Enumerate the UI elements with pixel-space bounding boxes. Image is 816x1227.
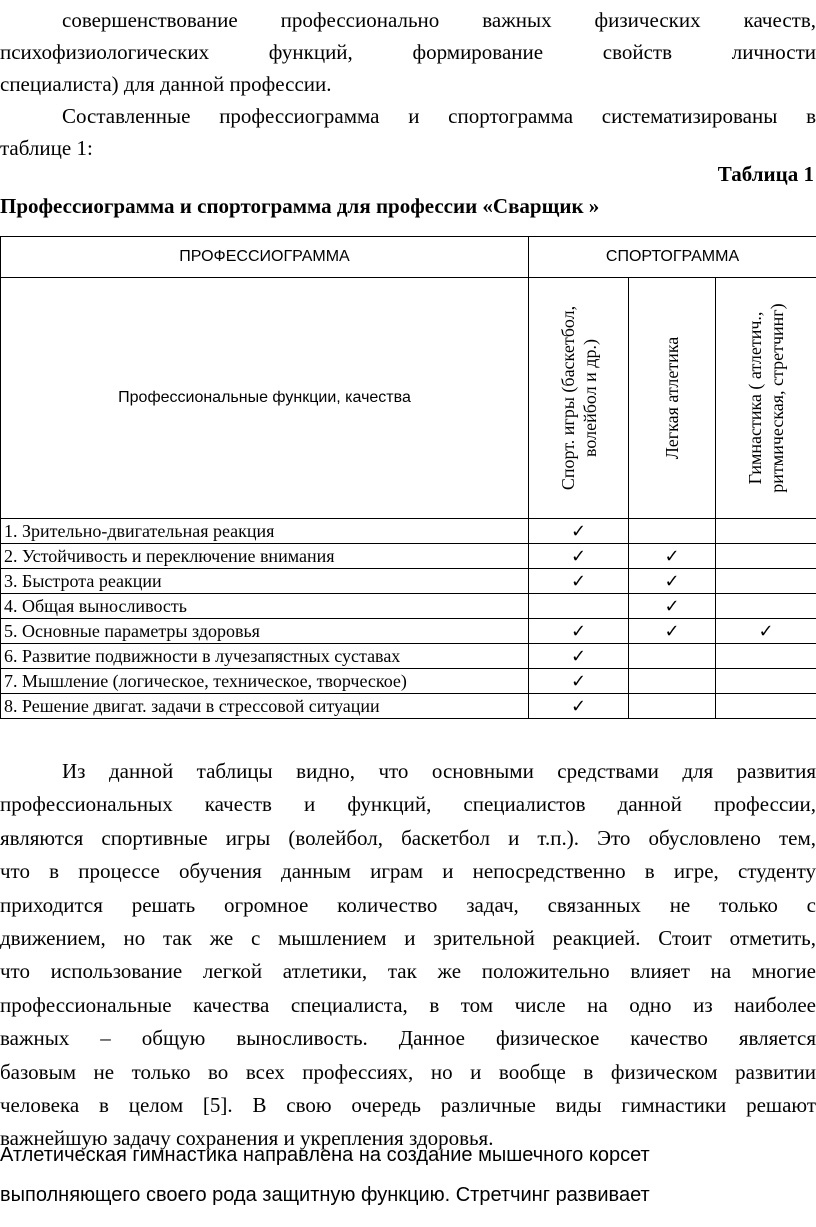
body-line: движением, но так же с мышлением и зрительной реакцией. Стоит отметить,	[0, 926, 816, 950]
intro-line-3: специалиста) для данной профессии.	[0, 72, 332, 96]
row-label: 5. Основные параметры здоровья	[1, 619, 529, 644]
table-number: Таблица 1	[717, 162, 814, 186]
empty-cell	[716, 519, 816, 544]
table-row	[1, 594, 816, 619]
body-line: являются спортивные игры (волейбол, баскетбол и т.п.). Это обусловлено тем,	[0, 825, 816, 850]
column-header-athletics-text: Легкая атлетика	[662, 336, 682, 460]
column-header-gymnastics	[716, 278, 816, 519]
column-header-athletics	[629, 278, 716, 519]
table-row	[1, 519, 816, 544]
checkmark-icon: ✓	[529, 544, 629, 569]
body-line: что в процессе обучения данным играм и непосредственно в игре, студенту	[0, 859, 816, 884]
checkmark-icon: ✓	[529, 519, 629, 544]
empty-cell	[629, 644, 716, 669]
body-line: профессиональные качества специалиста, в том числе на одно из наиболее	[0, 992, 816, 1017]
table-row	[1, 644, 816, 669]
body-line: важнейшую задачу сохранения и укрепления здоровья.	[0, 1126, 494, 1151]
row-label: 1. Зрительно-двигательная реакция	[1, 519, 529, 544]
table-body	[1, 519, 816, 719]
row-label: 2. Устойчивость и переключение внимания	[1, 544, 529, 569]
empty-cell	[716, 594, 816, 619]
checkmark-icon: ✓	[716, 619, 816, 644]
closing-line-1: Атлетическая гимнастика направлена на создание мышечного корсет	[0, 1144, 650, 1166]
row-label: 6. Развитие подвижности в лучезапястных суставах	[1, 644, 529, 669]
column-header-gymnastics-text: Гимнастика ( атлетич., ритмическая, стретчинг)	[745, 303, 787, 493]
intro-para2-line-2: таблице 1:	[0, 136, 93, 160]
profession-table	[0, 236, 816, 719]
body-line: человека в целом [5]. В свою очередь различные виды гимнастики решают	[0, 1093, 816, 1117]
body-line: профессиональных качеств и функций, специалистов данной профессии,	[0, 792, 816, 817]
checkmark-icon: ✓	[629, 569, 716, 594]
empty-cell	[716, 544, 816, 569]
intro-line-1: совершенствование профессионально важных физических качеств,	[62, 8, 816, 32]
empty-cell	[529, 594, 629, 619]
empty-cell	[716, 669, 816, 694]
table-row	[1, 669, 816, 694]
checkmark-icon: ✓	[629, 594, 716, 619]
row-label: 4. Общая выносливость	[1, 594, 529, 619]
intro-line-2: психофизиологических функций, формирование свойств личности	[0, 40, 816, 64]
empty-cell	[716, 694, 816, 719]
functions-header: Профессиональные функции, качества	[1, 278, 529, 519]
body-line: базовым не только во всех профессиях, но и вообще в физическом развитии	[0, 1059, 816, 1084]
checkmark-icon: ✓	[529, 619, 629, 644]
table-row	[1, 544, 816, 569]
checkmark-icon: ✓	[629, 619, 716, 644]
table-row	[1, 619, 816, 644]
empty-cell	[716, 569, 816, 594]
header-professiogram: ПРОФЕССИОГРАММА	[1, 237, 529, 278]
checkmark-icon: ✓	[529, 644, 629, 669]
table-row	[1, 569, 816, 594]
body-line: Из данной таблицы видно, что основными средствами для развития	[62, 759, 816, 783]
empty-cell	[629, 694, 716, 719]
checkmark-icon: ✓	[629, 544, 716, 569]
row-label: 3. Быстрота реакции	[1, 569, 529, 594]
empty-cell	[629, 669, 716, 694]
body-line: приходится решать огромное количество задач, связанных не только с	[0, 892, 816, 917]
checkmark-icon: ✓	[529, 694, 629, 719]
intro-para2-line-1: Составленные профессиограмма и спортограмма систематизированы в	[62, 104, 816, 128]
row-label: 7. Мышление (логическое, техническое, творческое)	[1, 669, 529, 694]
body-line: что использование легкой атлетики, так же положительно влияет на многие	[0, 959, 816, 984]
column-header-sport-games	[529, 278, 629, 519]
table-title: Профессиограмма и спортограмма для профессии «Сварщик »	[0, 194, 600, 218]
checkmark-icon: ✓	[529, 669, 629, 694]
body-line: важных – общую выносливость. Данное физическое качество является	[0, 1026, 816, 1051]
table-row	[1, 694, 816, 719]
column-header-sport-games-text: Спорт. игры (баскетбол, волейбол и др.)	[557, 305, 600, 491]
empty-cell	[716, 644, 816, 669]
header-sportogram: СПОРТОГРАММА	[529, 237, 816, 278]
row-label: 8. Решение двигат. задачи в стрессовой ситуации	[1, 694, 529, 719]
checkmark-icon: ✓	[529, 569, 629, 594]
closing-line-2: выполняющего своего рода защитную функцию. Стретчинг развивает	[0, 1184, 650, 1206]
empty-cell	[629, 519, 716, 544]
